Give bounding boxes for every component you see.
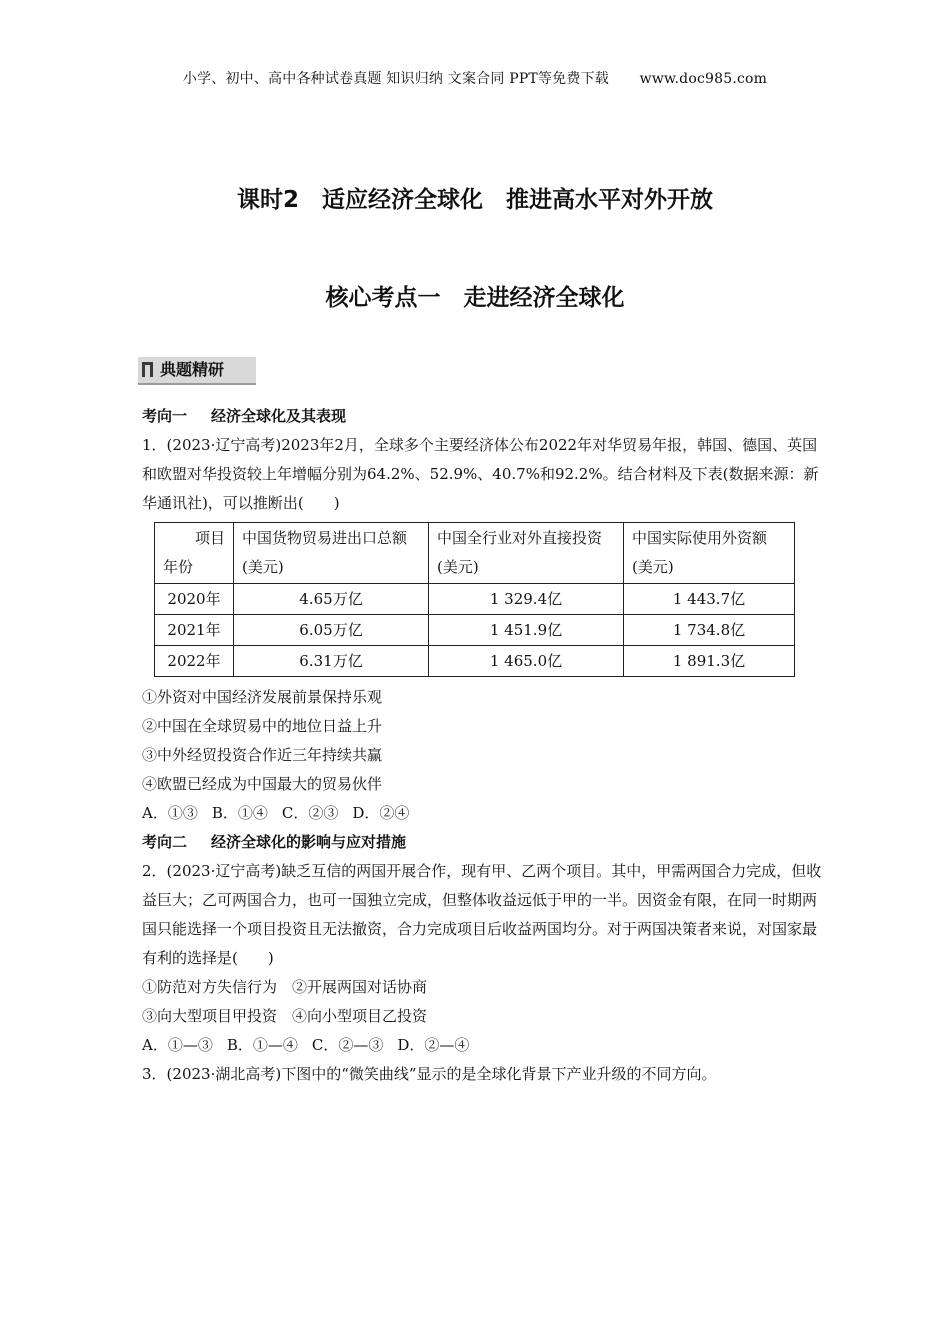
table-cell: 4.65万亿 (234, 584, 429, 615)
table-cell: 1 443.7亿 (624, 584, 795, 615)
direction2-heading (142, 828, 822, 857)
table-cell: 1 891.3亿 (624, 646, 795, 677)
corner-bottom: 年份 (163, 558, 194, 576)
q2-option-d[interactable]: D．②—④ (397, 1036, 470, 1054)
q2-option-b[interactable]: B．①—④ (226, 1036, 298, 1054)
page-header (0, 68, 950, 88)
section-mark-icon (142, 362, 153, 377)
q1-item: ④欧盟已经成为中国最大的贸易伙伴 (142, 775, 383, 793)
q2-option-c[interactable]: C．②—③ (311, 1036, 384, 1054)
table-corner-cell (155, 523, 234, 584)
table-cell: 1 329.4亿 (429, 584, 624, 615)
question-content (142, 402, 822, 1089)
table-cell-year: 2021年 (155, 615, 234, 646)
q3-stem: 3．(2023·湖北高考)下图中的“微笑曲线”显示的是全球化背景下产业升级的不同方向。 (142, 1065, 717, 1083)
table-cell: 1 734.8亿 (624, 615, 795, 646)
q1-data-table (154, 522, 795, 677)
q2-options (142, 1031, 822, 1060)
table-cell: 6.31万亿 (234, 646, 429, 677)
table-row (155, 646, 795, 677)
table-cell-year: 2022年 (155, 646, 234, 677)
table-cell: 6.05万亿 (234, 615, 429, 646)
direction1-title: 经济全球化及其表现 (211, 407, 347, 425)
table-header: 中国全行业对外直接投资(美元) (429, 523, 624, 584)
table-header-row (155, 523, 795, 584)
q2-items-line1: ①防范对方失信行为 ②开展两国对话协商 (142, 978, 428, 996)
direction1-heading (142, 402, 822, 431)
q1-option-c[interactable]: C．②③ (281, 804, 339, 822)
table-cell-year: 2020年 (155, 584, 234, 615)
section-tag-label: 典题精研 (160, 360, 225, 379)
q1-item: ②中国在全球贸易中的地位日益上升 (142, 717, 383, 735)
section-tag (138, 357, 256, 385)
q2-stem: 2．(2023·辽宁高考)缺乏互信的两国开展合作，现有甲、乙两个项目。其中，甲需两国合力完成，但收益巨大；乙可两国合力，也可一国独立完成，但整体收益远低于甲的一半。因资金有限，在同一时期两国只能选择一个项目投资且无法撤资，合力完成项目后收益两国均分。对于两国决策者来说，对国家最有利的选择是( ) (142, 862, 822, 967)
header-text: 小学、初中、高中各种试卷真题 知识归纳 文案合同 PPT等免费下载 (182, 71, 609, 87)
table-row (155, 584, 795, 615)
lesson-title: 课时2 适应经济全球化 推进高水平对外开放 (236, 187, 713, 213)
header-site[interactable]: www.doc985.com (639, 71, 768, 87)
q1-option-b[interactable]: B．①④ (211, 804, 268, 822)
q1-option-a[interactable]: A．①③ (142, 804, 198, 822)
q1-options (142, 799, 822, 828)
q2-option-a[interactable]: A．①—③ (142, 1036, 213, 1054)
q1-item: ①外资对中国经济发展前景保持乐观 (142, 688, 383, 706)
q1-stem: 1．(2023·辽宁高考)2023年2月，全球多个主要经济体公布2022年对华贸易年报，韩国、德国、英国和欧盟对华投资较上年增幅分别为64.2%、52.9%、40.7%和92.2%。结合材料及下表(数据来源：新华通讯社)，可以推断出( ) (142, 436, 819, 512)
core-title: 核心考点一 走进经济全球化 (325, 285, 625, 311)
table-cell: 1 451.9亿 (429, 615, 624, 646)
table-header: 中国货物贸易进出口总额(美元) (234, 523, 429, 584)
table-row (155, 615, 795, 646)
direction2-title: 经济全球化的影响与应对措施 (211, 833, 407, 851)
table-header: 中国实际使用外资额(美元) (624, 523, 795, 584)
direction2-label: 考向二 (142, 833, 188, 851)
q1-option-d[interactable]: D．②④ (352, 804, 410, 822)
q1-item: ③中外经贸投资合作近三年持续共赢 (142, 746, 383, 764)
direction1-label: 考向一 (142, 407, 188, 425)
table-cell: 1 465.0亿 (429, 646, 624, 677)
q2-items-line2: ③向大型项目甲投资 ④向小型项目乙投资 (142, 1007, 428, 1025)
corner-top: 项目 (194, 529, 225, 547)
